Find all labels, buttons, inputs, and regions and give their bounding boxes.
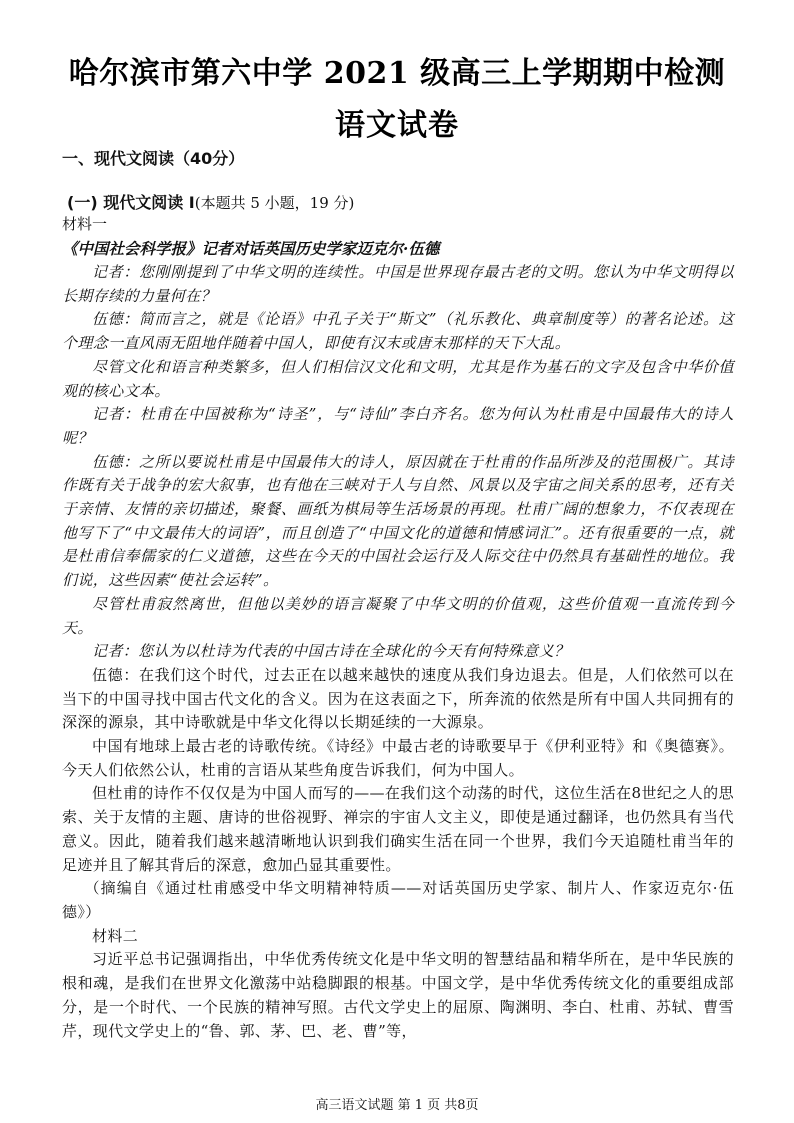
sub-section-heading [67,190,354,213]
exam-title: 哈尔滨市第六中学 2021 级高三上学期期中检测 [68,56,726,91]
material-label-2: 材料二 [92,926,139,945]
paragraph: 但杜甫的诗作不仅仅是为中国人而写的——在我们这个动荡的时代，这位生活在8世纪之人的思索、关于友情的主题、唐诗的世俗视野、禅宗的宇宙人文主义，即使是通过翻译，也仍然具有当代意义。因此，随着我们越来越清晰地认识到我们确实生活在同一个世界，我们今天追随杜甫当年的足迹并且了解其背后的深意，愈加凸显其重要性。 [62,784,734,874]
material-label: 材料一 [62,215,108,233]
paragraph: 习近平总书记强调指出，中华优秀传统文化是中华文明的智慧结晶和精华所在，是中华民族的根和魂，是我们在世界文化激荡中站稳脚跟的根基。中国文学，是中华优秀传统文化的重要组成部分，是一个时代、一个民族的精神写照。古代文学史上的屈原、陶渊明、李白、杜甫、苏轼、曹雪芹，现代文学史上的“鲁、郭、茅、巴、老、曹”等， [62,950,734,1040]
section-heading: 一、现代文阅读（40分） [62,149,245,168]
paragraph: 伍德：之所以要说杜甫是中国最伟大的诗人，原因就在于杜甫的作品所涉及的范围极广。其诗作既有关于战争的宏大叙事，也有他在三峡对于人与自然、风景以及宇宙之间关系的思考，还有关于亲情、友情的亲切描述，聚餐、画纸为棋局等生活场景的再现。杜甫广阔的想象力，不仅表现在他写下了“中文最伟大的词语”，而且创造了“中国文化的道德和情感词汇”。还有很重要的一点，就是杜甫信奉儒家的仁义道德，这些在今天的中国社会运行及人际交往中仍然具有基础性的地位。我们说，这些因素“使社会运转”。 [62,452,734,590]
sub-section-note: (本题共 5 小题，19 分) [194,194,355,212]
paragraph: 尽管文化和语言种类繁多，但人们相信汉文化和文明，尤其是作为基石的文字及包含中华价值观的核心文本。 [62,357,734,400]
paragraph: 尽管杜甫寂然离世，但他以美妙的语言凝聚了中华文明的价值观，这些价值观一直流传到今天。 [62,594,734,637]
page-footer: 高三语文试题 第 1 页 共8页 [315,1098,479,1113]
sub-section-title: (一) 现代文阅读 I [67,193,195,212]
article-body [62,261,734,1043]
paragraph: 中国有地球上最古老的诗歌传统。《诗经》中最古老的诗歌要早于《伊利亚特》和《奥德赛》。今天人们依然公认，杜甫的言语从某些角度告诉我们，何为中国人。 [62,737,734,779]
paragraph: 伍德：简而言之，就是《论语》中孔子关于“斯文”（礼乐教化、典章制度等）的著名论述。这个理念一直风雨无阻地伴随着中国人，即使有汉末或唐末那样的天下大乱。 [62,310,734,353]
paragraph: 记者：您刚刚提到了中华文明的连续性。中国是世界现存最古老的文明。您认为中华文明得以长期存续的力量何在？ [62,263,734,305]
source-citation: （摘编自《通过杜甫感受中华文明精神特质——对话英国历史学家、制片人、作家迈克尔·伍德》） [62,879,734,921]
paragraph: 记者：您认为以杜诗为代表的中国古诗在全球化的今天有何特殊意义？ [92,642,570,661]
paragraph: 伍德：在我们这个时代，过去正在以越来越快的速度从我们身边退去。但是，人们依然可以在当下的中国寻找中国古代文化的含义。因为在这表面之下，所奔流的依然是所有中国人共同拥有的深深的源泉，其中诗歌就是中华文化得以长期延续的一大源泉。 [62,665,734,732]
exam-subtitle: 语文试卷 [335,108,459,143]
paragraph: 记者：杜甫在中国被称为“诗圣”，与“诗仙”李白齐名。您为何认为杜甫是中国最伟大的诗人呢？ [62,405,734,447]
article-title: 《中国社会科学报》记者对话英国历史学家迈克尔·伍德 [62,239,440,258]
